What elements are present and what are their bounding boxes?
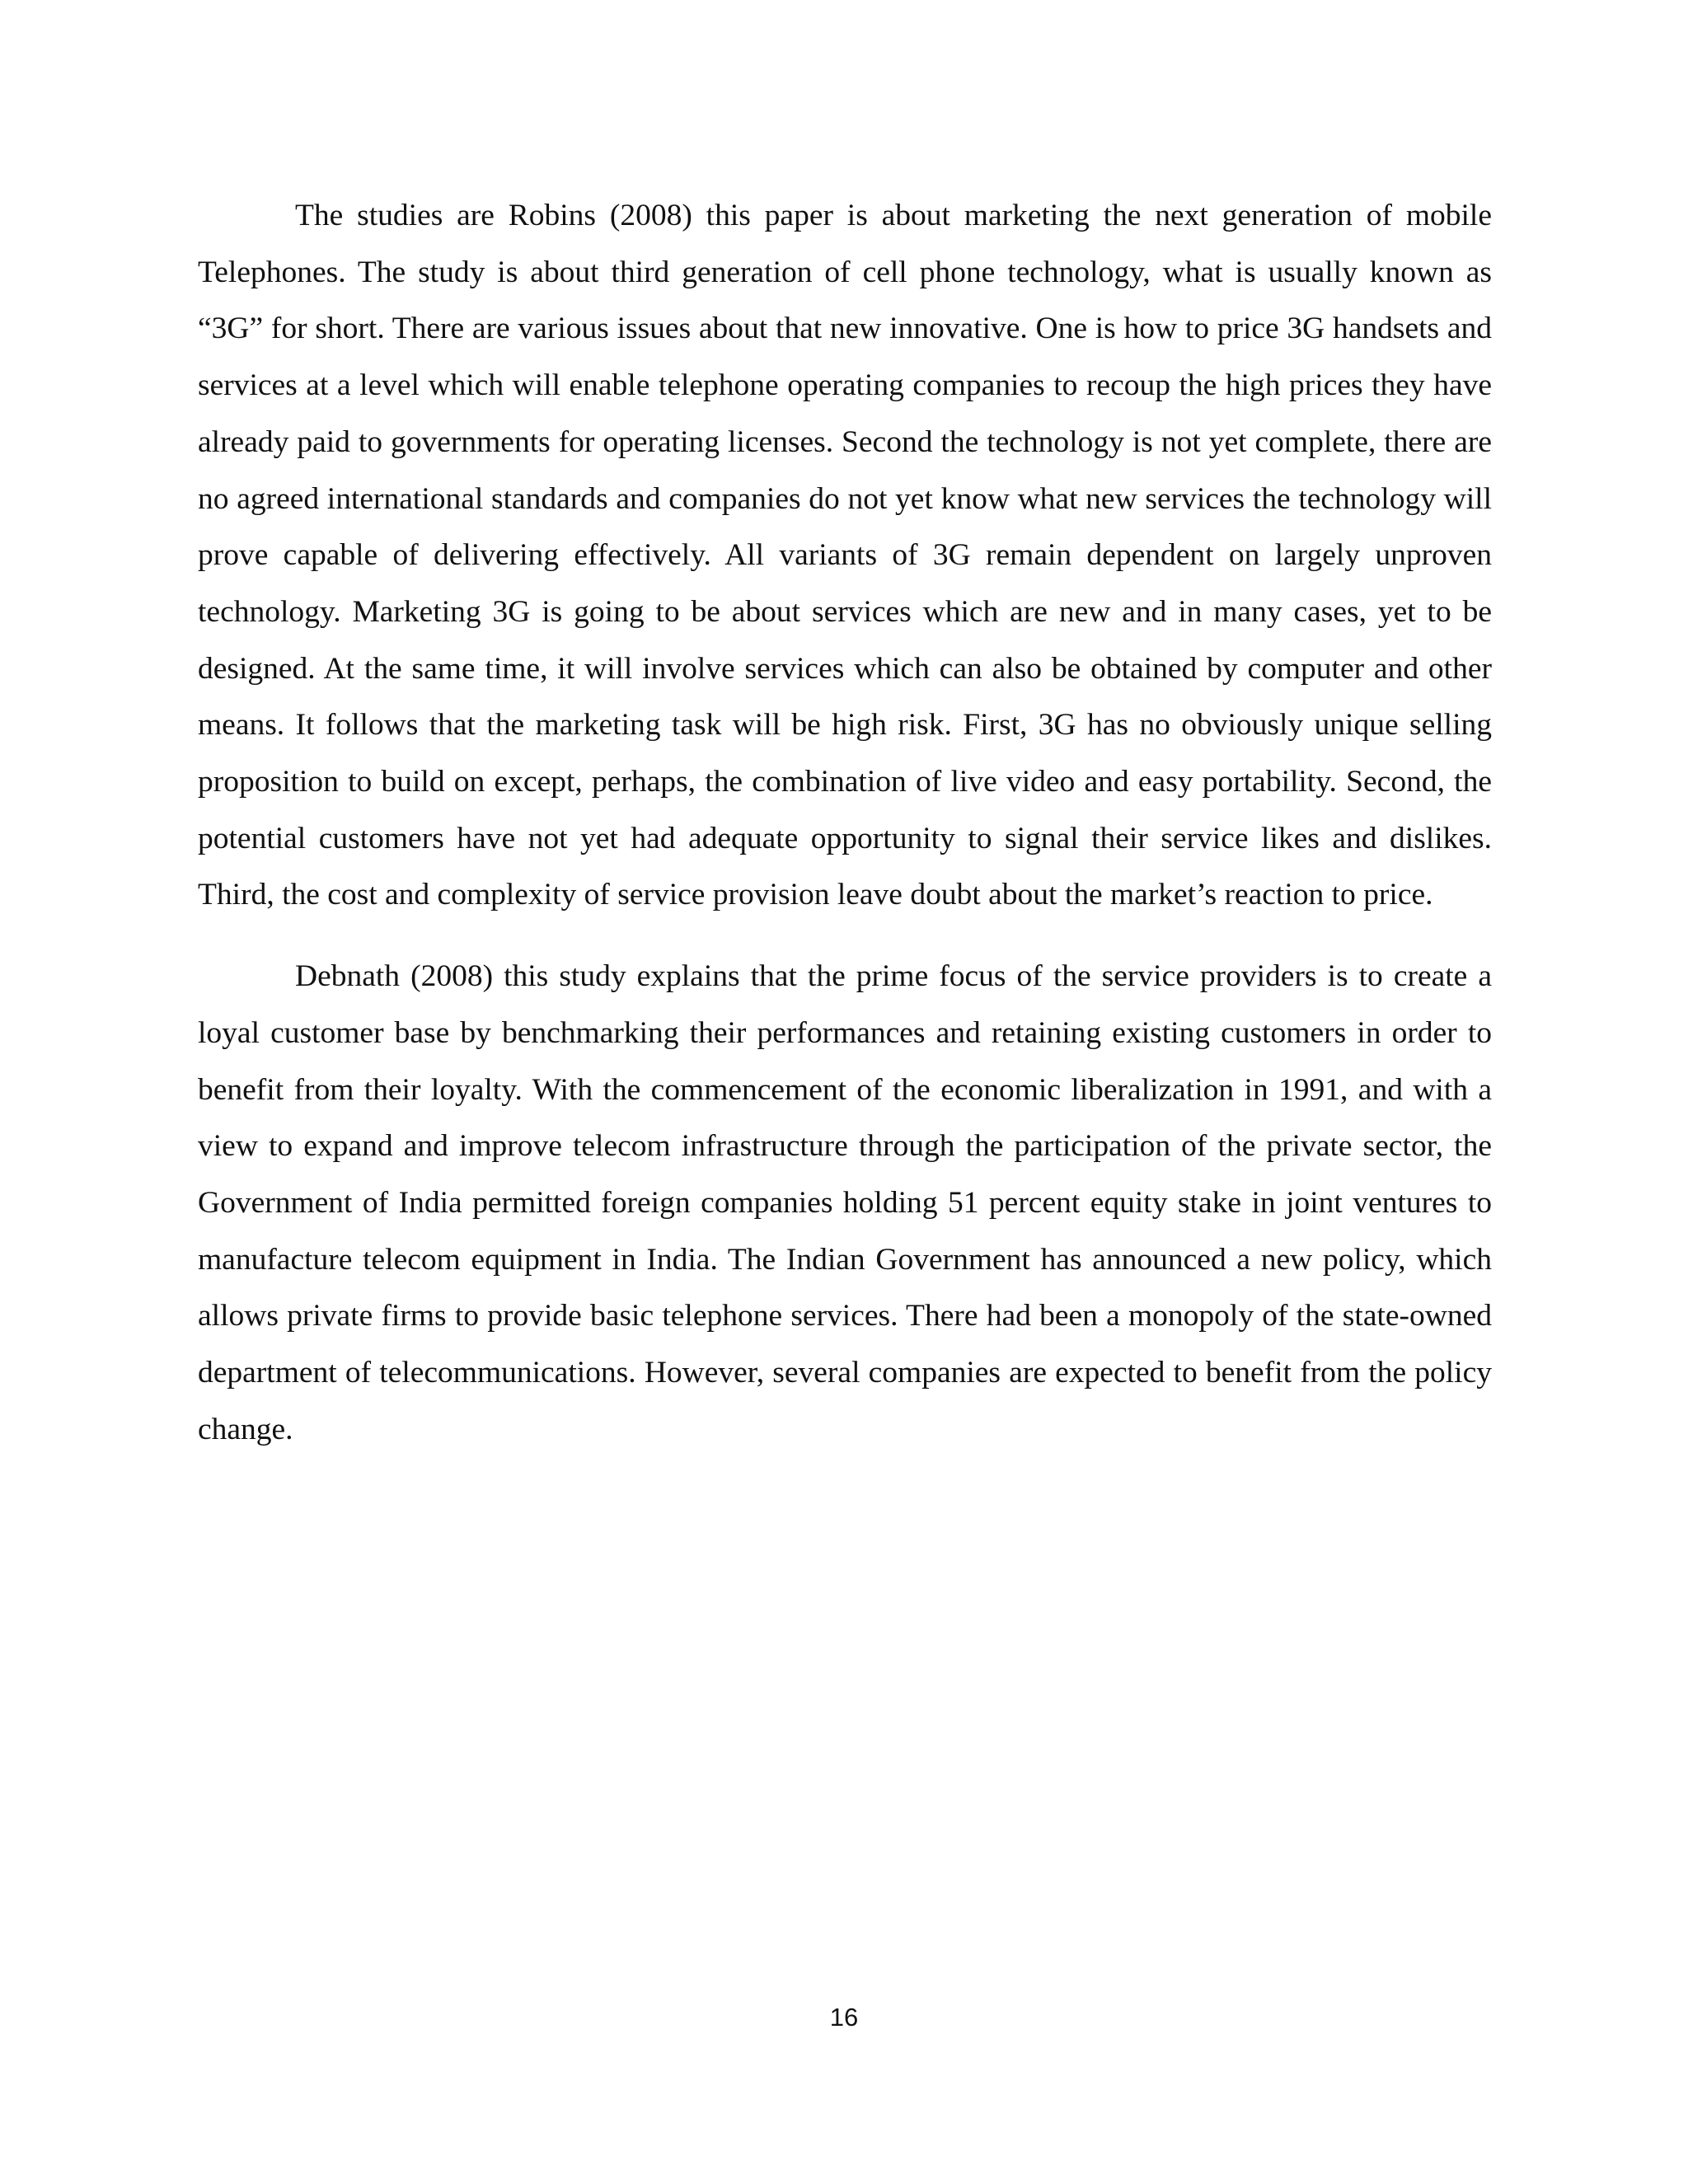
page-number: 16: [829, 2003, 859, 2032]
body-text: [198, 188, 1492, 1458]
paragraph-debnath-telecom-policy: Debnath (2008) this study explains that the prime focus of the service providers is to create a loyal customer base by benchmarking their performances and retaining existing customers in order to benefit from their loyalty. With the commencement of the economic liberalization in 1991, and with a view to expand and improve telecom infrastructure through the participation of the private sector, the Government of India permitted foreign companies holding 51 percent equity stake in joint ventures to manufacture telecom equipment in India. The Indian Government has announced a new policy, which allows private firms to provide basic telephone services. There had been a monopoly of the state-owned department of telecommunications. However, several companies are expected to benefit from the policy change.: [198, 959, 1492, 1446]
paragraph-robins-3g-marketing: The studies are Robins (2008) this paper is about marketing the next generation of mobile Telephones. The study is about third generation of cell phone technology, what is usually known as “3G” for short. There are various issues about that new innovative. One is how to price 3G handsets and services at a level which will enable telephone operating companies to recoup the high prices they have already paid to governments for operating licenses. Second the technology is not yet complete, there are no agreed international standards and companies do not yet know what new services the technology will prove capable of delivering effectively. All variants of 3G remain dependent on largely unproven technology. Marketing 3G is going to be about services which are new and in many cases, yet to be designed. At the same time, it will involve services which can also be obtained by computer and other means. It follows that the marketing task will be high risk. First, 3G has no obviously unique selling proposition to build on except, perhaps, the combination of live video and easy portability. Second, the potential customers have not yet had adequate opportunity to signal their service likes and dislikes. Third, the cost and complexity of service provision leave doubt about the market’s reaction to price.: [198, 199, 1492, 912]
